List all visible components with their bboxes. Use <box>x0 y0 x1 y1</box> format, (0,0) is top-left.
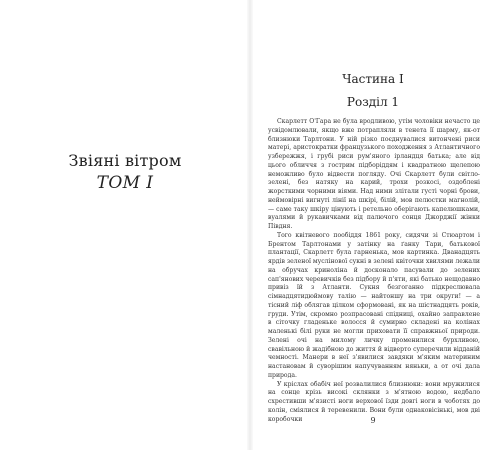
paragraph: Скарлетт О'Гара не була вродливою, утім чоловіки нечасто це усвідомлювали, якщо вже потрапляли в тенета її шарму, як-от близнюки Тарлтони. У ній різко поєднувалися витончені риси матері, аристократки французького походження з Атлантичного узбережжя, і грубі риси рум'яного ірландця батька; але від цього обличчя з гострим підборіддям і квадратною щелепою неможливо було відвести погляду. Очі Скарлетт були світло-зелені, без натяку на карий, трохи розкосі, оздоблені жорсткими чорними віями. Над ними злітали густі чорні брови, неймовірні вигнуті лінії на шкірі, білій, мов пелюстки магнолій, — саме таку шкіру цінують і ретельно оберігають капелюшками, вуалями й рукавичками від палючого сонця Джорджії жінки Півдня. <box>268 118 480 230</box>
paragraph: У кріслах обабіч неї розвалилися близнюки: вони мружилися на сонце крізь високі склянки з м'ятною водою, недбало схрестивши м'язисті ноги верхової їзди довгі ноги в чоботях до колін, сміялися й теревенили. Вони були однаковісінькі, мов дві коробочки <box>268 380 480 423</box>
paragraph: Того квітневого пообіддя 1861 року, сидячи зі Стюартом і Брентом Тарлтонами у затінку на ґанку Тари, батькової плантації, Скарлетт була гарненька, мов картинка. Дванадцять ярдів зеленої муслінової сукні в зелені квіточки хвилями лежали на обручах криноліна й досконало пасували до зелених сап'янових черевичків без підбору й п'яти, які батько нещодавно привіз їй з Атланти. Сукня безгоганно підкреслювала сімнадцятидюймову талію — найтоншу на три округи! — а тісний ліф облягав цілком сформовані, як на шістнадцять років, груди. Утім, скромно розпрасовані спідниці, охайно заправлене в сіточку гладеньке волосся й сумирно складені на колінах маленькі білі руки не могли приховати її справжньої природи. Зелені очі на милому личку променилися бурхливою, свавільною й жадібною до життя й відверто суперечили відданій чемності. Манери в неї з'явилися завдяки м'яким материним настановам й суворішим напучуванням няньки, а от очі дала природа. <box>268 231 480 379</box>
part-title: Частина I <box>342 72 404 86</box>
page-number: 9 <box>370 416 376 425</box>
book-title: Звіяні вітром <box>68 151 182 170</box>
volume-label: ТОМ I <box>96 173 154 193</box>
chapter-body <box>268 118 480 424</box>
chapter-title: Розділ 1 <box>346 95 400 109</box>
